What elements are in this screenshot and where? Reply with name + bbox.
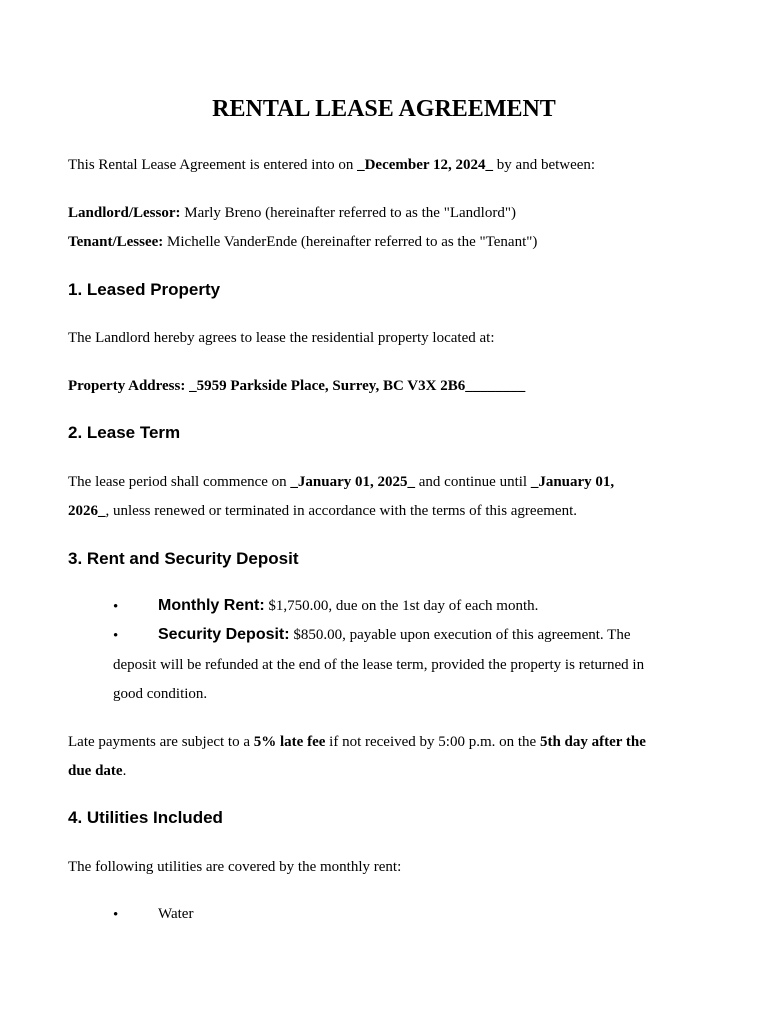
bullet-marker: • [113,628,119,644]
landlord-line [68,203,516,223]
lease-term-line-1 [68,472,614,492]
bullet-marker: • [113,907,119,923]
leased-property-text: The Landlord hereby agrees to lease the residential property located at: [68,330,495,346]
intro-text-end: by and between: [493,157,596,173]
security-deposit-label: Security Deposit: [158,626,290,643]
agreement-date: _December 12, 2024_ [357,157,494,173]
late-payment-period: . [122,763,127,779]
lease-term-text-mid: and continue until [415,474,531,490]
utilities-text: The following utilities are covered by the monthly rent: [68,859,402,875]
late-fee: 5% late fee [253,734,326,750]
late-payment-text: Late payments are subject to a [68,734,254,750]
intro-text: This Rental Lease Agreement is entered into on [68,157,358,173]
security-deposit-item [158,625,630,645]
security-deposit-line-2: deposit will be refunded at the end of the lease term, provided the property is returned in [113,657,645,673]
security-deposit-line-3: good condition. [113,686,208,702]
late-due-day: 5th day after the [539,734,646,750]
lease-term-text: The lease period shall commence on [68,474,291,490]
property-address-line [68,376,525,396]
tenant-name: Michelle VanderEnde (hereinafter referred to as the "Tenant") [163,234,538,250]
landlord-name: Marly Breno (hereinafter referred to as the "Landlord") [180,205,516,221]
document-title: RENTAL LEASE AGREEMENT [212,96,556,122]
section-heading-utilities: 4. Utilities Included [68,808,223,827]
property-address-value: _5959 Parkside Place, Surrey, BC V3X 2B6________ [189,378,526,394]
section-heading-leased-property: 1. Leased Property [68,280,221,299]
section-heading-rent-deposit: 3. Rent and Security Deposit [68,549,299,568]
utility-item: Water [158,906,194,922]
lease-end-date-year: 2026_ [68,503,106,519]
intro-line [68,155,595,175]
section-heading-lease-term: 2. Lease Term [68,423,181,442]
late-payment-line-2 [68,761,126,781]
lease-term-line-2 [68,501,577,521]
monthly-rent-item [158,596,538,616]
property-address-label: Property Address: [68,378,190,394]
tenant-label: Tenant/Lessee: [68,234,164,250]
monthly-rent-label: Monthly Rent: [158,597,265,614]
lease-term-text-end: , unless renewed or terminated in accordance with the terms of this agreement. [105,503,577,519]
tenant-line [68,232,537,252]
lease-end-date: _January 01, [530,474,615,490]
landlord-label: Landlord/Lessor: [68,205,181,221]
monthly-rent-value: $1,750.00, due on the 1st day of each month. [264,598,539,614]
lease-start-date: _January 01, 2025_ [290,474,416,490]
late-due-day-end: due date [68,763,123,779]
late-payment-text-mid: if not received by 5:00 p.m. on the [325,734,540,750]
security-deposit-value: $850.00, payable upon execution of this agreement. The [289,627,631,643]
late-payment-line-1 [68,732,646,752]
bullet-marker: • [113,599,119,615]
